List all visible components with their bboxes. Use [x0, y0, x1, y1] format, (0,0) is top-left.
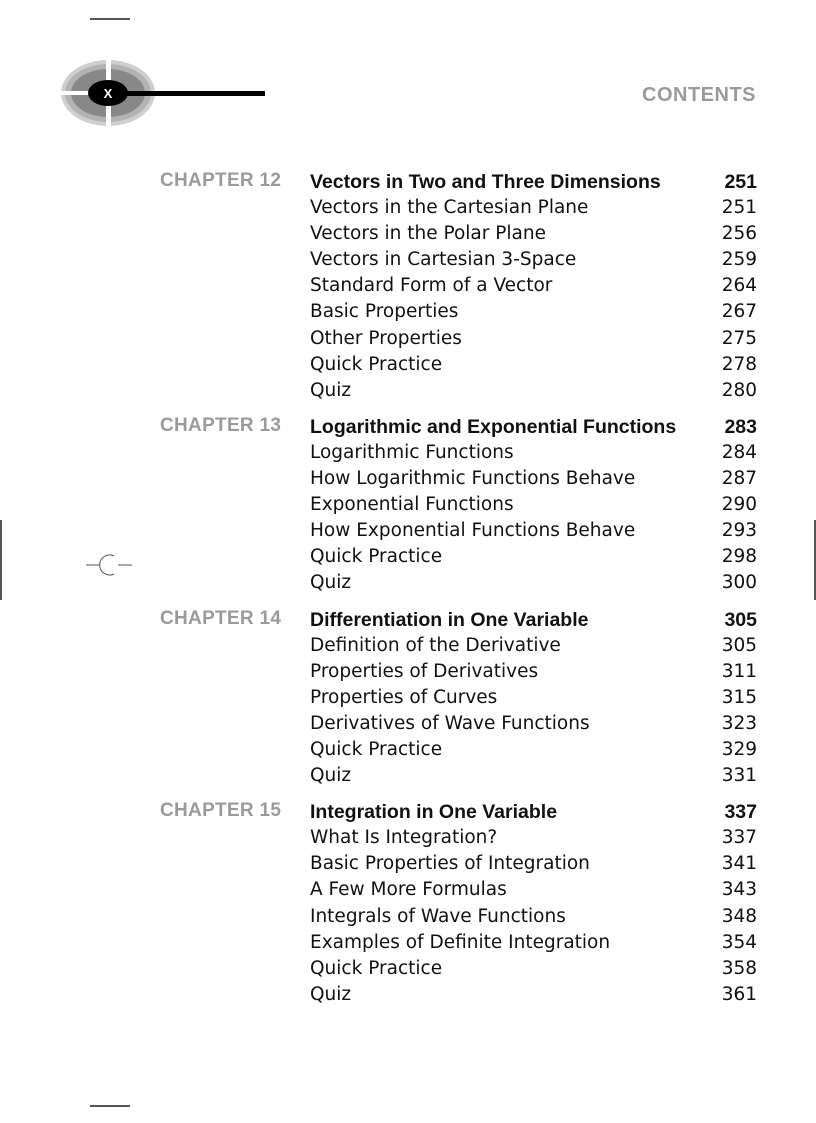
chapter-title-row[interactable] — [310, 414, 757, 440]
toc-section-row[interactable] — [310, 763, 757, 789]
toc-section-row[interactable] — [310, 273, 757, 299]
section-page-number: 305 — [721, 634, 757, 656]
section-title: Vectors in the Cartesian Plane — [310, 197, 589, 219]
section-title: How Exponential Functions Behave — [310, 520, 636, 542]
chapter-title-row[interactable] — [310, 607, 757, 633]
section-title: Standard Form of a Vector — [310, 275, 553, 297]
toc-section-row[interactable] — [310, 492, 757, 518]
section-page-number: 284 — [721, 441, 757, 463]
toc-section-row[interactable] — [310, 326, 757, 352]
section-page-number: 280 — [721, 379, 757, 401]
running-header-title: CONTENTS — [642, 84, 756, 106]
chapter-page-number: 283 — [724, 415, 757, 438]
chapter-block — [160, 799, 757, 1008]
chapter-title-row[interactable] — [310, 799, 757, 825]
section-page-number: 354 — [721, 931, 757, 953]
chapter-label: CHAPTER 14 — [160, 607, 282, 629]
section-page-number: 290 — [721, 494, 757, 516]
section-page-number: 298 — [721, 546, 757, 568]
section-title: Quick Practice — [310, 546, 443, 568]
toc-section-row[interactable] — [310, 877, 757, 903]
toc-section-row[interactable] — [310, 221, 757, 247]
crop-mark-left-edge — [0, 520, 2, 600]
toc-section-row[interactable] — [310, 466, 757, 492]
section-title: Quick Practice — [310, 957, 443, 979]
section-page-number: 300 — [721, 572, 757, 594]
section-title: Logarithmic Functions — [310, 441, 514, 463]
section-page-number: 358 — [721, 957, 757, 979]
toc-section-row[interactable] — [310, 659, 757, 685]
chapter-page-number: 305 — [724, 608, 757, 631]
section-title: Vectors in Cartesian 3-Space — [310, 249, 577, 271]
section-page-number: 329 — [721, 738, 757, 760]
crop-mark-bottom — [90, 1105, 130, 1107]
toc-section-row[interactable] — [310, 737, 757, 763]
toc-section-row[interactable] — [310, 570, 757, 596]
chapter-page-number: 337 — [724, 801, 757, 824]
section-title: What Is Integration? — [310, 827, 498, 849]
section-title: Quick Practice — [310, 353, 443, 375]
section-title: Exponential Functions — [310, 494, 514, 516]
chapter-block — [160, 169, 757, 404]
table-of-contents — [160, 169, 757, 1018]
section-title: Properties of Derivatives — [310, 660, 539, 682]
section-title: Examples of Definite Integration — [310, 931, 611, 953]
section-page-number: 343 — [721, 879, 757, 901]
section-title: Quiz — [310, 983, 352, 1005]
section-title: Properties of Curves — [310, 686, 498, 708]
chapter-block — [160, 607, 757, 790]
section-title: Definition of the Derivative — [310, 634, 561, 656]
toc-section-row[interactable] — [310, 544, 757, 570]
toc-section-row[interactable] — [310, 378, 757, 404]
section-page-number: 264 — [721, 275, 757, 297]
page-number-badge-icon — [60, 58, 270, 128]
chapter-title: Logarithmic and Exponential Functions — [310, 415, 677, 438]
toc-section-row[interactable] — [310, 956, 757, 982]
toc-section-row[interactable] — [310, 352, 757, 378]
toc-section-row[interactable] — [310, 930, 757, 956]
crop-mark-top — [90, 18, 130, 20]
chapter-label: CHAPTER 15 — [160, 800, 282, 822]
toc-section-row[interactable] — [310, 633, 757, 659]
toc-section-row[interactable] — [310, 685, 757, 711]
section-title: Basic Properties — [310, 301, 459, 323]
toc-section-row[interactable] — [310, 518, 757, 544]
section-title: Integrals of Wave Functions — [310, 905, 566, 927]
section-title: Quick Practice — [310, 738, 443, 760]
section-title: Quiz — [310, 765, 352, 787]
section-page-number: 311 — [721, 660, 757, 682]
toc-section-row[interactable] — [310, 711, 757, 737]
chapter-title-row[interactable] — [310, 169, 757, 195]
toc-section-row[interactable] — [310, 440, 757, 466]
page-number-badge-letter: X — [103, 86, 113, 101]
chapter-entries — [310, 799, 757, 1008]
chapter-entries — [310, 607, 757, 790]
chapter-page-number: 251 — [724, 171, 757, 193]
section-page-number: 251 — [721, 197, 757, 219]
section-page-number: 341 — [721, 853, 757, 875]
toc-section-row[interactable] — [310, 247, 757, 273]
toc-section-row[interactable] — [310, 904, 757, 930]
registration-mark-icon — [86, 550, 132, 580]
chapter-title: Integration in One Variable — [310, 801, 558, 824]
toc-section-row[interactable] — [310, 299, 757, 325]
section-title: Quiz — [310, 572, 352, 594]
chapter-block — [160, 414, 757, 597]
section-page-number: 315 — [721, 686, 757, 708]
section-page-number: 267 — [721, 301, 757, 323]
section-title: Derivatives of Wave Functions — [310, 712, 590, 734]
section-page-number: 275 — [721, 327, 757, 349]
section-page-number: 259 — [721, 249, 757, 271]
section-title: Quiz — [310, 379, 352, 401]
section-title: A Few More Formulas — [310, 879, 507, 901]
section-page-number: 337 — [721, 827, 757, 849]
section-page-number: 287 — [721, 468, 757, 490]
chapter-entries — [310, 414, 757, 597]
section-title: How Logarithmic Functions Behave — [310, 468, 636, 490]
chapter-entries — [310, 169, 757, 404]
section-page-number: 348 — [721, 905, 757, 927]
toc-section-row[interactable] — [310, 851, 757, 877]
chapter-label: CHAPTER 13 — [160, 414, 282, 436]
section-page-number: 323 — [721, 712, 757, 734]
toc-section-row[interactable] — [310, 195, 757, 221]
section-page-number: 278 — [721, 353, 757, 375]
section-page-number: 293 — [721, 520, 757, 542]
section-title: Vectors in the Polar Plane — [310, 223, 546, 245]
section-title: Other Properties — [310, 327, 462, 349]
section-page-number: 331 — [721, 765, 757, 787]
chapter-title: Differentiation in One Variable — [310, 608, 589, 631]
section-page-number: 361 — [721, 983, 757, 1005]
toc-section-row[interactable] — [310, 982, 757, 1008]
section-page-number: 256 — [721, 223, 757, 245]
section-title: Basic Properties of Integration — [310, 853, 590, 875]
chapter-title: Vectors in Two and Three Dimensions — [310, 171, 661, 193]
toc-section-row[interactable] — [310, 825, 757, 851]
chapter-label: CHAPTER 12 — [160, 170, 282, 191]
